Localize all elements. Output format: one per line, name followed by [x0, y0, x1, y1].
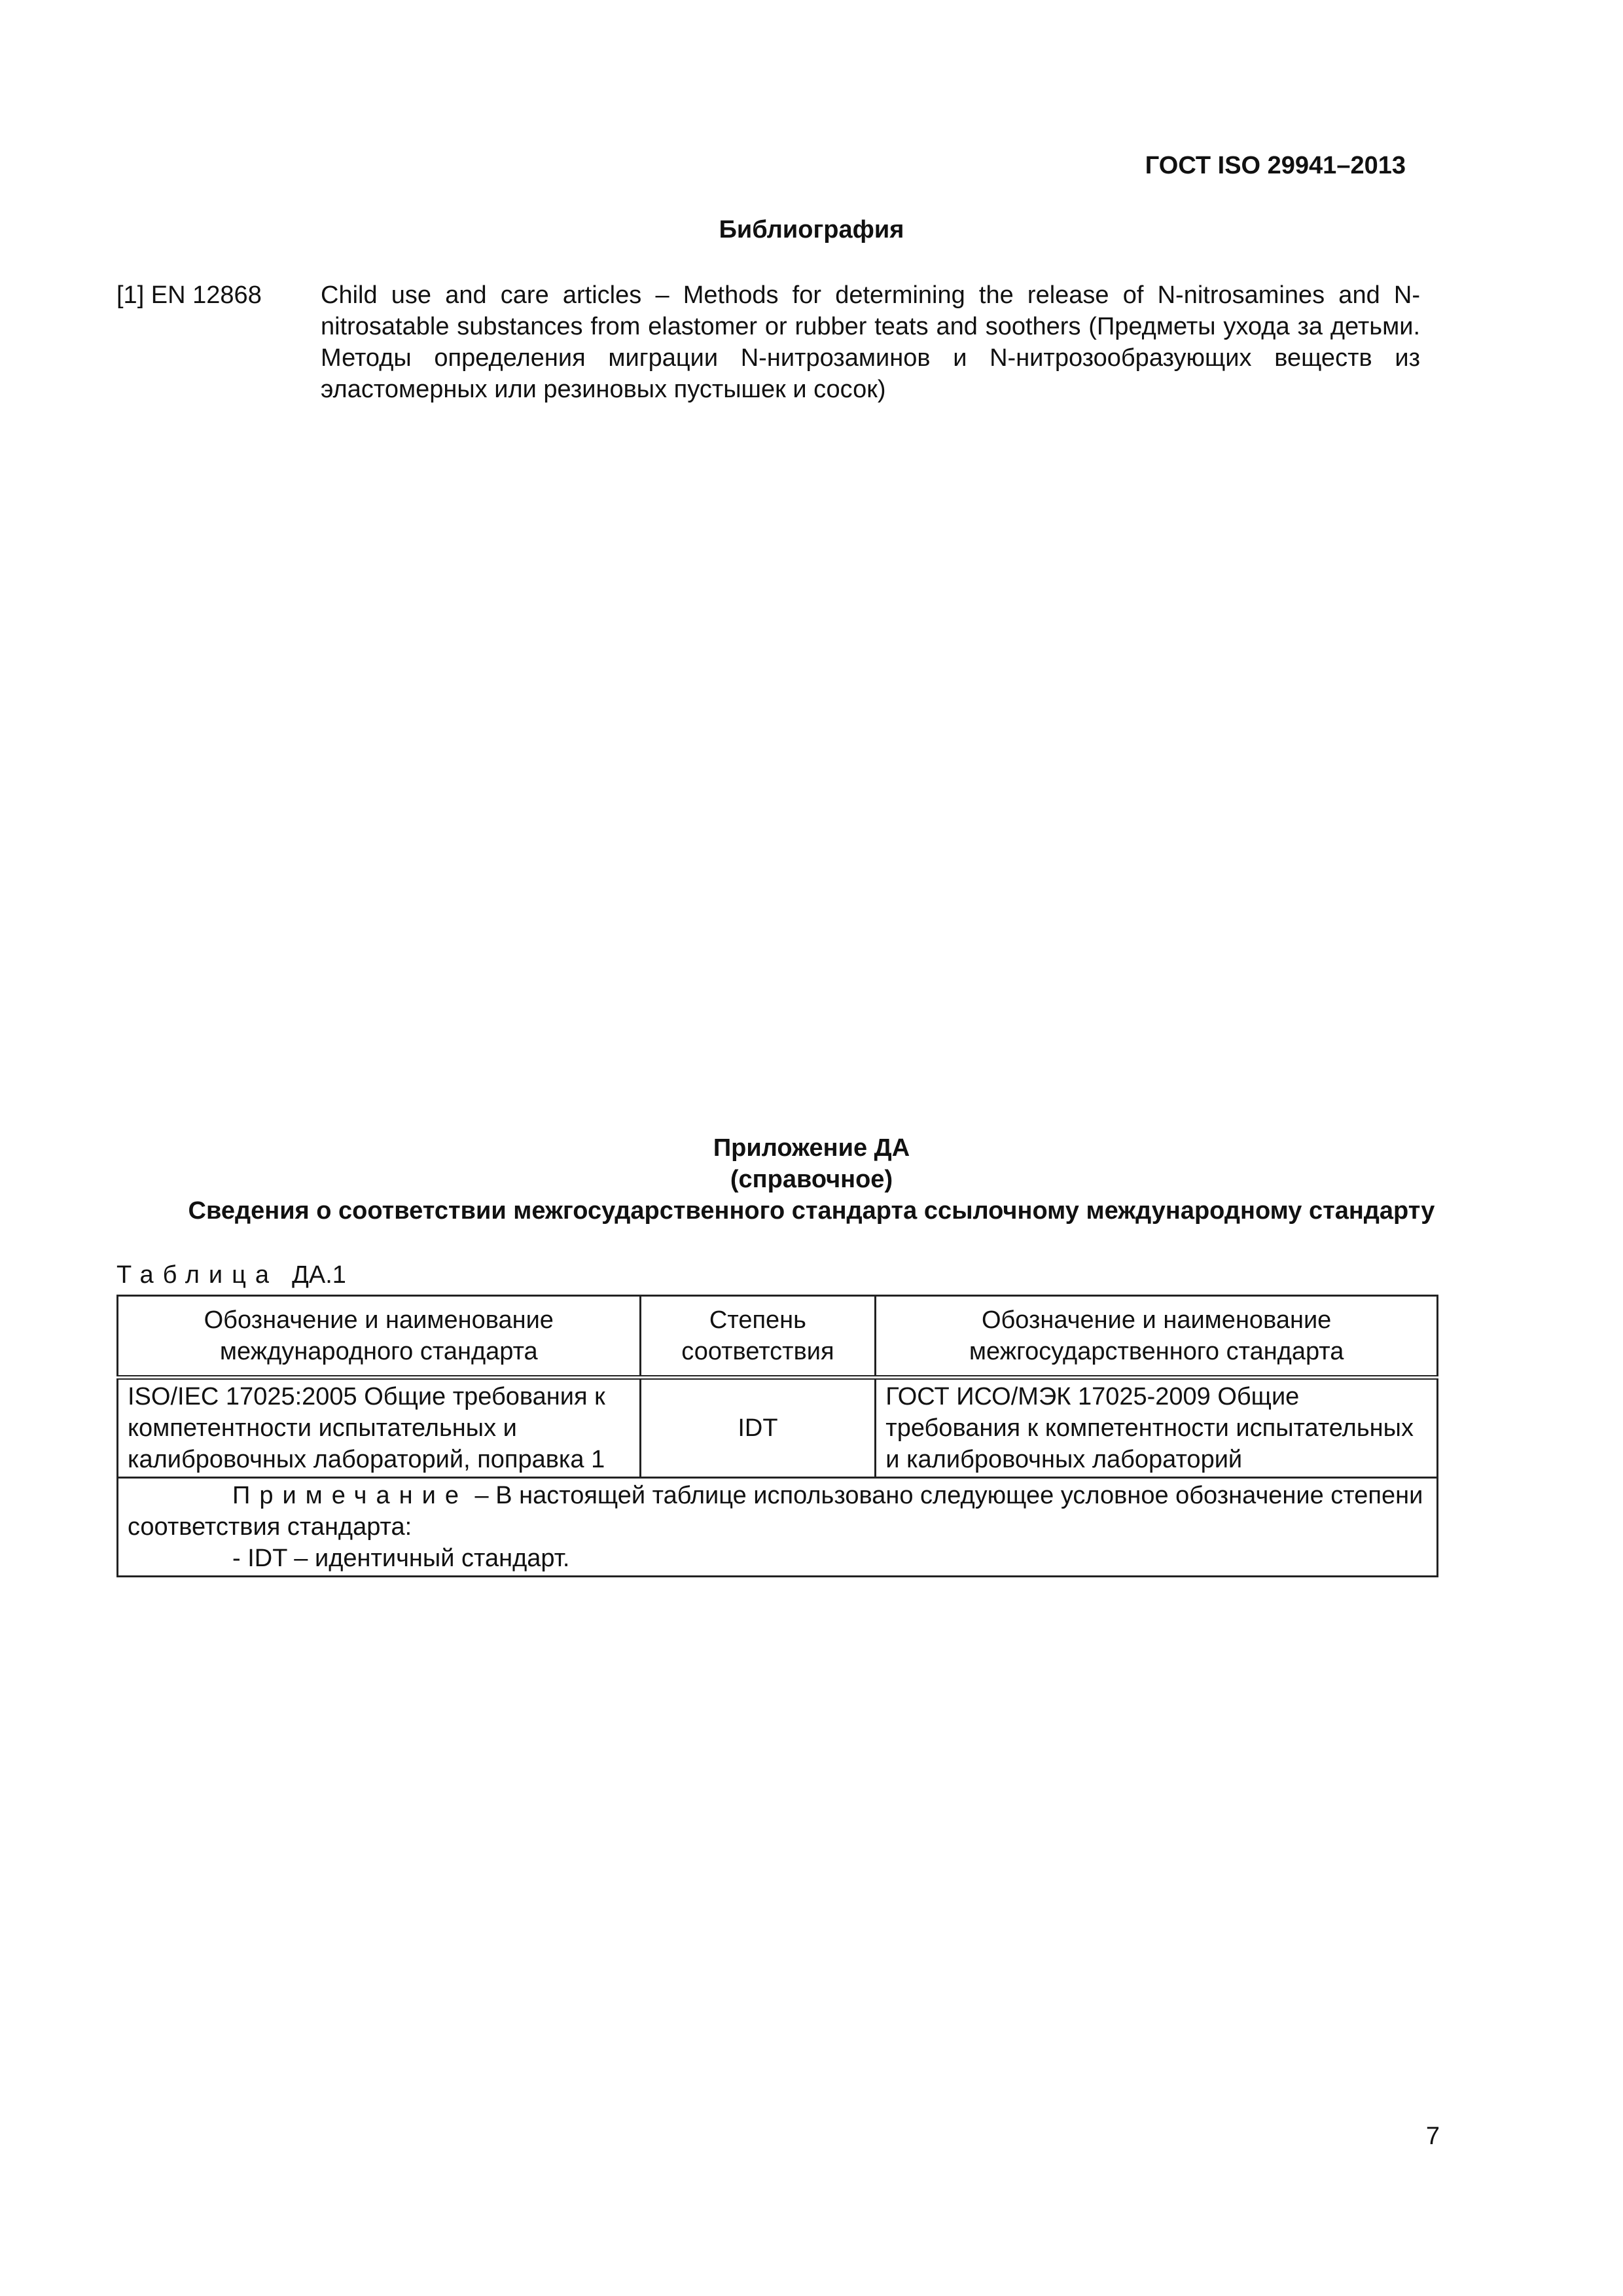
document-code: ГОСТ ISO 29941–2013	[1145, 152, 1406, 179]
table-note	[118, 1478, 1438, 1577]
bibliography-ref-text: Child use and care articles – Methods for determining the release of N-nitrosamines and N-nitrosatable substances from elastomer or rubber teats and soothers (Предметы ухода за детьми. Методы определения миграции N-нитрозаминов и N-нитрозообразующих веществ из эластомерных или резиновых пустышек и сосок)	[321, 281, 1420, 403]
table-row	[118, 1378, 1438, 1478]
page-number: 7	[1425, 2123, 1440, 2150]
bibliography-ref-number: [1] EN 12868	[116, 281, 262, 309]
bibliography-title: Библиография	[719, 216, 904, 243]
header-degree: Степень соответствия	[640, 1296, 876, 1378]
correspondence-table	[116, 1295, 1438, 1577]
header-interstate-standard: Обозначение и наименование межгосударственного стандарта	[876, 1296, 1438, 1378]
cell-degree: IDT	[640, 1378, 876, 1478]
appendix-subtitle: (справочное)	[730, 1166, 893, 1193]
table-caption-number: ДА.1	[292, 1261, 346, 1289]
note-text: – В настоящей таблице использовано следующее условное обозначение степени соответствия стандарта:	[128, 1482, 1423, 1541]
header-international-standard: Обозначение и наименование международного стандарта	[118, 1296, 641, 1378]
table-header-row	[118, 1296, 1438, 1378]
appendix-heading: Сведения о соответствии межгосударственного стандарта ссылочному международному стандарту	[188, 1197, 1435, 1225]
cell-interstate-standard: ГОСТ ИСО/МЭК 17025-2009 Общие требования к компетентности испытательных и калибровочных лабораторий	[876, 1378, 1438, 1478]
table-note-row	[118, 1478, 1438, 1577]
appendix-title: Приложение ДА	[713, 1134, 910, 1162]
appendix-block	[0, 1132, 1623, 1227]
cell-international-standard: ISO/IEC 17025:2005 Общие требования к компетентности испытательных и калибровочных лабораторий, поправка 1	[118, 1378, 641, 1478]
note-item: - IDT – идентичный стандарт.	[232, 1545, 570, 1572]
note-label: Примечание	[232, 1482, 468, 1509]
table-caption	[116, 1261, 346, 1289]
table-caption-label: Таблица	[116, 1261, 278, 1289]
